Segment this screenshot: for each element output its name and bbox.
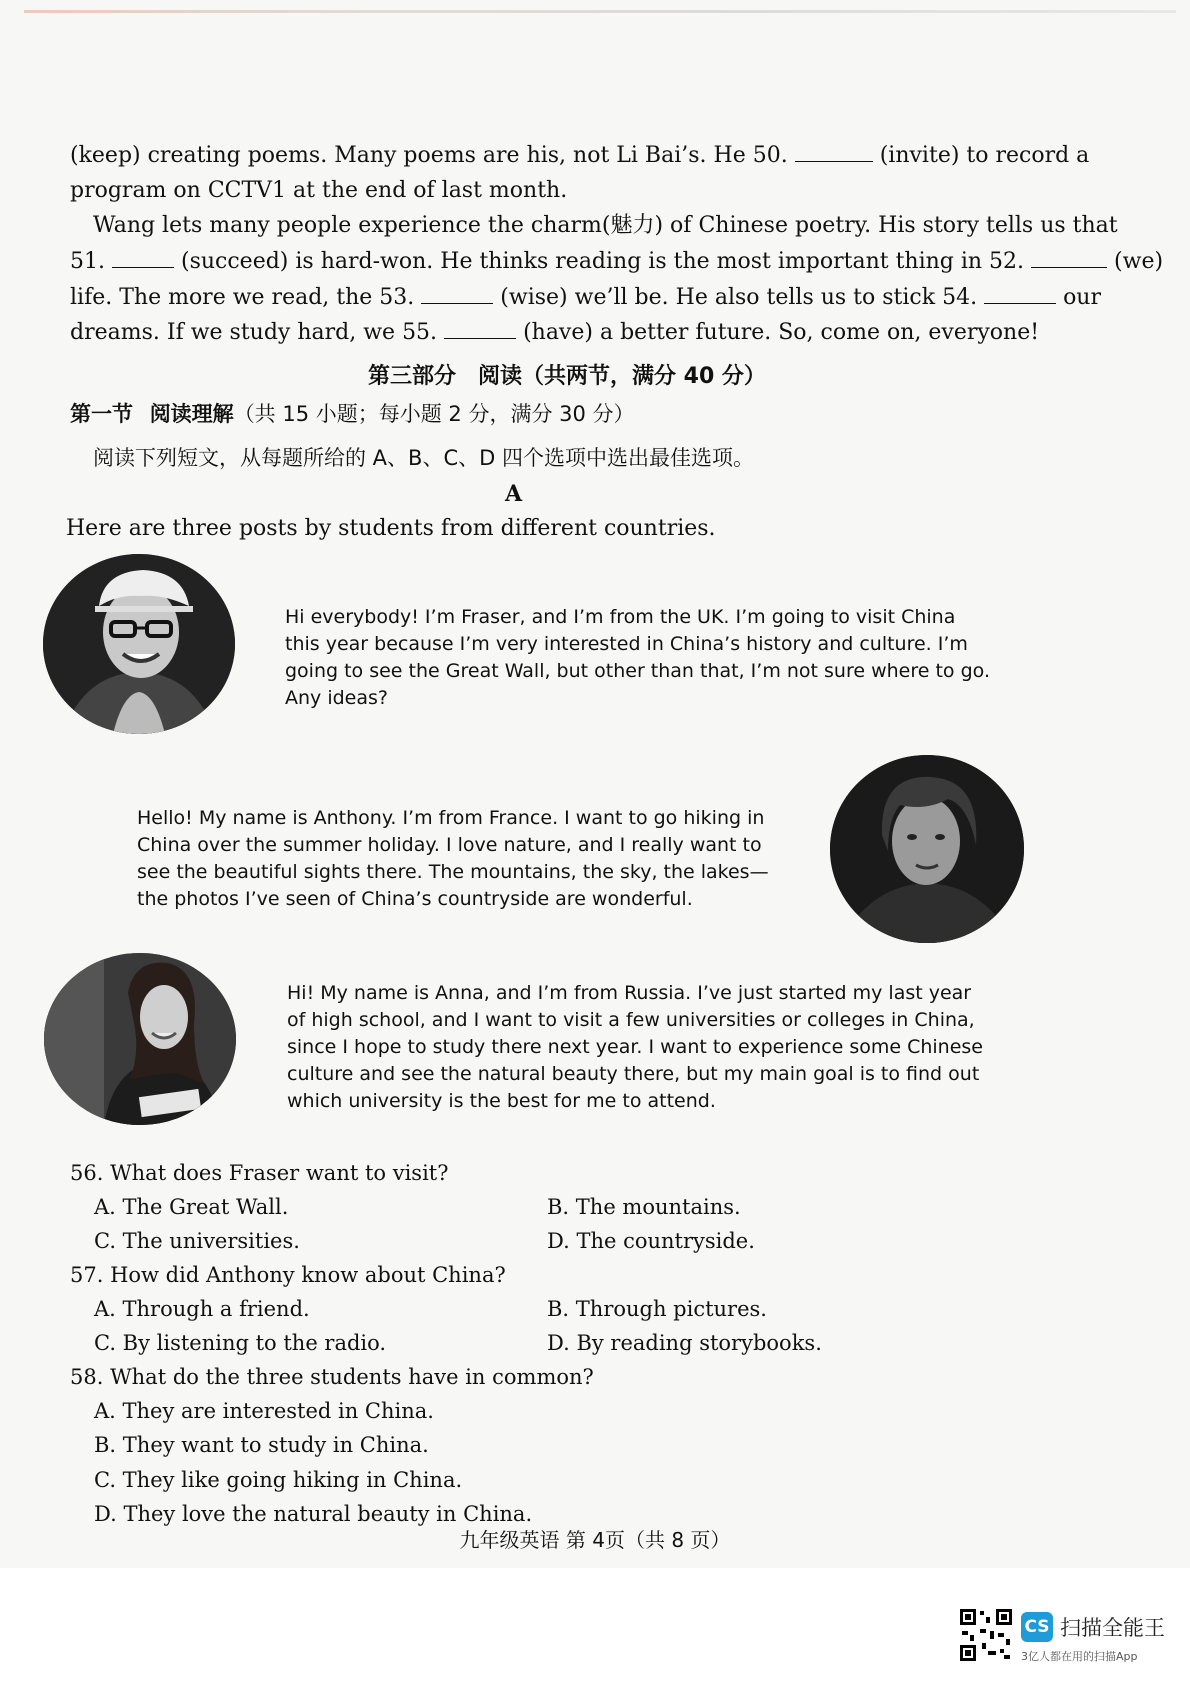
q56-option-b[interactable]: B. The mountains. bbox=[547, 1195, 741, 1219]
passage-letter: A bbox=[505, 481, 523, 507]
passage-line-6 bbox=[70, 320, 1039, 346]
q57-option-a[interactable]: A. Through a friend. bbox=[94, 1297, 310, 1321]
fraser-photo bbox=[43, 554, 235, 734]
question-56: 56. What does Fraser want to visit? bbox=[70, 1161, 449, 1185]
q58-option-d[interactable]: D. They love the natural beauty in China. bbox=[94, 1502, 533, 1526]
post-line: of high school, and I want to visit a few universities or colleges in China, bbox=[287, 1009, 975, 1031]
person-photo-icon bbox=[43, 554, 235, 734]
passage-text: dreams. If we study hard, we 55. bbox=[70, 320, 438, 345]
post-line: China over the summer holiday. I love nature, and I really want to bbox=[137, 834, 762, 856]
post-line: Hi everybody! I’m Fraser, and I’m from the UK. I’m going to visit China bbox=[285, 606, 956, 628]
post-line: since I hope to study there next year. I want to experience some Chinese bbox=[287, 1036, 983, 1058]
blank-54[interactable] bbox=[984, 285, 1056, 304]
anna-post bbox=[287, 980, 983, 1115]
part3-title: 第三部分 阅读（共两节，满分 40 分） bbox=[368, 364, 766, 389]
person-photo-icon bbox=[830, 755, 1024, 943]
person-photo-icon bbox=[44, 953, 236, 1125]
passage-text: (have) a better future. So, come on, everyone! bbox=[523, 320, 1040, 345]
q57-option-b[interactable]: B. Through pictures. bbox=[547, 1297, 767, 1321]
qr-code-icon bbox=[958, 1607, 1014, 1663]
anna-photo bbox=[44, 953, 236, 1125]
passage-text: our bbox=[1063, 285, 1101, 310]
post-line: culture and see the natural beauty there, but my main goal is to find out bbox=[287, 1063, 980, 1085]
passage-text: (wise) we’ll be. He also tells us to stick 54. bbox=[500, 285, 978, 310]
q58-option-a[interactable]: A. They are interested in China. bbox=[94, 1399, 434, 1423]
q57-option-c[interactable]: C. By listening to the radio. bbox=[94, 1331, 387, 1355]
post-line: see the beautiful sights there. The mountains, the sky, the lakes— bbox=[137, 861, 769, 883]
passage-line-3: Wang lets many people experience the charm(魅力) of Chinese poetry. His story tells us that bbox=[93, 213, 1118, 238]
passage-text: 51. bbox=[70, 249, 105, 274]
passage-text: (invite) to record a bbox=[879, 143, 1090, 168]
section1-info: （共 15 小题；每小题 2 分，满分 30 分） bbox=[233, 402, 635, 426]
q56-option-d[interactable]: D. The countryside. bbox=[547, 1229, 755, 1253]
question-57: 57. How did Anthony know about China? bbox=[70, 1263, 506, 1287]
q58-option-b[interactable]: B. They want to study in China. bbox=[94, 1433, 429, 1457]
post-line: which university is the best for me to attend. bbox=[287, 1090, 716, 1112]
section1-heading bbox=[70, 398, 635, 428]
passage-line-4 bbox=[70, 249, 1163, 275]
passage-line-2: program on CCTV1 at the end of last month. bbox=[70, 178, 568, 203]
blank-51[interactable] bbox=[112, 249, 174, 268]
post-line: the photos I’ve seen of China’s countryside are wonderful. bbox=[137, 888, 693, 910]
camscanner-tagline: 3亿人都在用的扫描App bbox=[1021, 1650, 1138, 1663]
q58-option-c[interactable]: C. They like going hiking in China. bbox=[94, 1468, 463, 1492]
question-58: 58. What do the three students have in common? bbox=[70, 1365, 594, 1389]
blank-53[interactable] bbox=[421, 285, 493, 304]
page-footer: 九年级英语 第 4页（共 8 页） bbox=[459, 1528, 731, 1552]
section1-name: 阅读理解 bbox=[149, 402, 234, 426]
post-line: Any ideas? bbox=[285, 687, 388, 709]
passage-text: life. The more we read, the 53. bbox=[70, 285, 415, 310]
post-line: Hi! My name is Anna, and I’m from Russia. I’ve just started my last year bbox=[287, 982, 972, 1004]
post-line: this year because I’m very interested in China’s history and culture. I’m bbox=[285, 633, 968, 655]
anthony-photo bbox=[830, 755, 1024, 943]
reading-instruction: 阅读下列短文，从每题所给的 A、B、C、D 四个选项中选出最佳选项。 bbox=[93, 446, 754, 470]
post-line: Hello! My name is Anthony. I’m from France. I want to go hiking in bbox=[137, 807, 765, 829]
section1-title: 第一节 bbox=[70, 402, 133, 426]
q57-option-d[interactable]: D. By reading storybooks. bbox=[547, 1331, 822, 1355]
passage-text: (we) bbox=[1114, 249, 1164, 274]
camscanner-logo-icon: CS bbox=[1021, 1612, 1053, 1642]
post-line: going to see the Great Wall, but other than that, I’m not sure where to go. bbox=[285, 660, 990, 682]
camscanner-name: 扫描全能王 bbox=[1060, 1616, 1165, 1640]
passage-text: (keep) creating poems. Many poems are his, not Li Bai’s. He 50. bbox=[70, 143, 788, 168]
q56-option-c[interactable]: C. The universities. bbox=[94, 1229, 300, 1253]
q56-option-a[interactable]: A. The Great Wall. bbox=[94, 1195, 289, 1219]
blank-50[interactable] bbox=[795, 143, 873, 162]
passage-text: (succeed) is hard-won. He thinks reading is the most important thing in 52. bbox=[181, 249, 1025, 274]
passage-line-1 bbox=[70, 143, 1089, 169]
blank-52[interactable] bbox=[1031, 249, 1107, 268]
passage-line-5 bbox=[70, 285, 1101, 311]
anthony-post bbox=[137, 805, 769, 913]
blank-55[interactable] bbox=[444, 320, 516, 339]
passage-intro: Here are three posts by students from different countries. bbox=[66, 516, 716, 541]
fraser-post bbox=[285, 604, 990, 712]
